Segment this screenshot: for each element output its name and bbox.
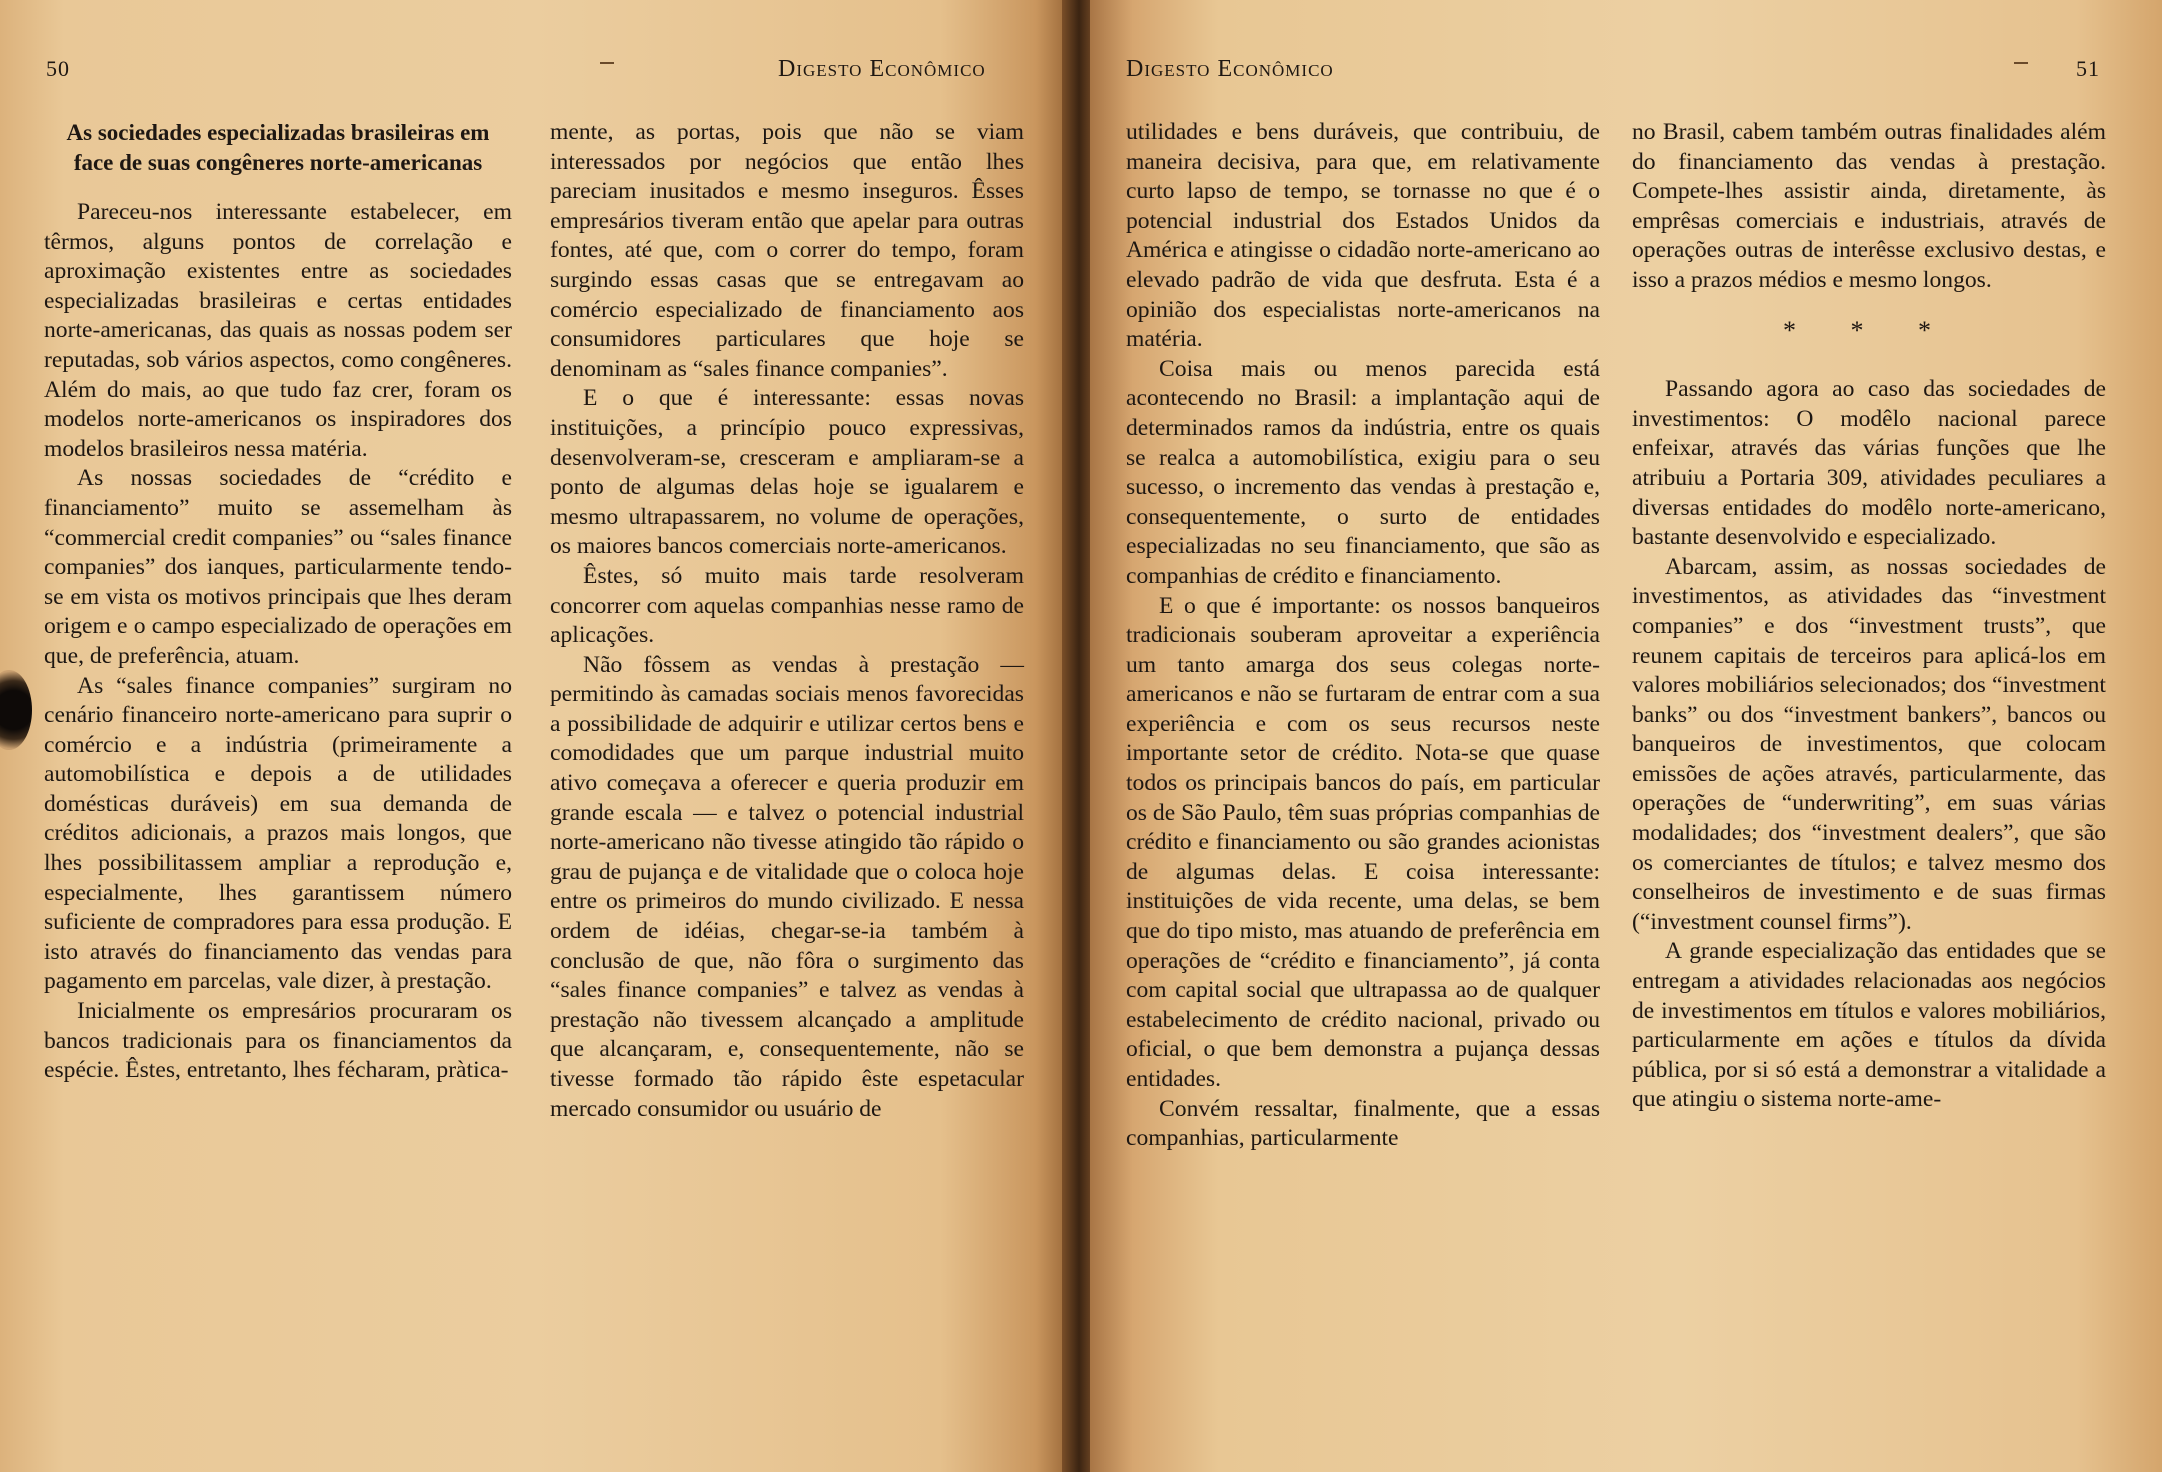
paragraph: E o que é importante: os nossos banqueiros tradicionais souberam aproveitar a experiência um tanto amarga dos seus colegas norte-americanos e não se furtaram de entrar com a sua experiência e com os seus recursos neste importante setor de crédito. Nota-se que quase todos os principais bancos do país, em particular os de São Paulo, têm suas próprias companhias de crédito e financiamento ou são grandes acionistas de algumas delas. E coisa interessante: instituições de vida recente, uma delas, se bem que do tipo misto, mas atuando de preferência em operações de “crédito e financiamento”, já conta com capital social que ultrapassa ao de qualquer estabelecimento de crédito nacional, privado ou oficial, o que bem demonstra a pujança dessas entidades. — [1126, 592, 1600, 1092]
right-page-number: 51 — [2076, 56, 2100, 81]
right-page — [1090, 0, 2162, 1472]
left-running-head: Digesto Econômico — [778, 56, 986, 82]
binding-hole — [0, 670, 32, 750]
paragraph: Êstes, só muito mais tarde resolveram concorrer com aquelas companhias nesse ramo de aplicações. — [550, 562, 1024, 649]
paragraph: mente, as portas, pois que não se viam interessados por negócios que então lhes pareciam inusitados e mesmo inseguros. Êsses empresários tiveram então que apelar para outras fontes, até que, com o correr do tempo, foram surgindo essas casas que se entregavam ao comércio especializado de financiamento aos consumidores particulares que hoje se denominam as “sales finance companies”. — [550, 119, 1024, 382]
header-mark — [2014, 62, 2028, 64]
paragraph: Passando agora ao caso das sociedades de investimentos: O modêlo nacional parece enfeixar, através das várias funções que lhe atribuiu a Portaria 309, atividades peculiares a diversas entidades do modêlo norte-americano, bastante desenvolvido e especializado. — [1632, 376, 2106, 551]
paragraph: Coisa mais ou menos parecida está acontecendo no Brasil: a implantação aqui de determinados ramos da indústria, entre os quais se realca a automobilística, exigiu para o seu sucesso, o incremento das vendas à prestação e, consequentemente, o surto de entidades especializadas no seu financiamento, que são as companhias de crédito e financiamento. — [1126, 355, 1600, 589]
paragraph: Convém ressaltar, finalmente, que a essas companhias, particularmente — [1126, 1095, 1600, 1152]
paragraph: As “sales finance companies” surgiram no cenário financeiro norte-americano para suprir o comércio e a indústria (primeiramente a automobilística e depois a de utilidades domésticas duráveis) em sua demanda de créditos adicionais, a prazos mais longos, que lhes possibilitassem ampliar a reprodução e, especialmente, lhes garantissem número suficiente de compradores para essa produção. E isto através do financiamento das vendas para pagamento em parcelas, vale dizer, à prestação. — [44, 672, 512, 995]
section-divider-stars: * * * — [1783, 315, 1955, 345]
left-column-2 — [550, 118, 1024, 1124]
paragraph: utilidades e bens duráveis, que contribuiu, de maneira decisiva, para que, em relativamente curto lapso de tempo, se tornasse no que é o potencial industrial dos Estados Unidos da América e atingisse o cidadão norte-americano ao elevado padrão de vida que desfruta. Esta é a opinião dos especialistas norte-americanos na matéria. — [1126, 119, 1600, 353]
paragraph: Pareceu-nos interessante estabelecer, em têrmos, alguns pontos de correlação e aproximação existentes entre as sociedades especializadas brasileiras e certas entidades norte-americanas, das quais as nossas podem ser reputadas, sob vários aspectos, como congêneres. Além do mais, ao que tudo faz crer, foram os modelos norte-americanos os inspiradores dos modelos brasileiros nessa matéria. — [44, 199, 512, 462]
left-page-number: 50 — [46, 56, 70, 81]
paragraph: Inicialmente os empresários procuraram os bancos tradicionais para os financiamentos da espécie. Êstes, entretanto, lhes fécharam, pràtica- — [44, 998, 512, 1084]
right-column-2 — [1632, 118, 2106, 1115]
header-mark — [600, 62, 614, 64]
paragraph: Não fôssem as vendas à prestação — permitindo às camadas sociais menos favorecidas a possibilidade de adquirir e utilizar certos bens e comodidades que um parque industrial muito ativo começava a oferecer e queria produzir em grande escala — e talvez o potencial industrial norte-americano não tivesse atingido tão rápido o grau de pujança e de vitalidade que o coloca hoje entre os primeiros do mundo civilizado. E nessa ordem de idéias, chegar-se-ia também à conclusão de que, não fôra o surgimento das “sales finance companies” e talvez as vendas à prestação não tivessem alcançado a amplitude que alcançaram, e, consequentemente, não se tivesse formado tão rápido êste espetacular mercado consumidor ou usuário de — [550, 651, 1024, 1122]
left-column-1 — [44, 118, 512, 1086]
right-running-head: Digesto Econômico — [1126, 56, 1334, 82]
paragraph: no Brasil, cabem também outras finalidades além do financiamento das vendas à prestação. Compete-lhes assistir ainda, diretamente, às emprêsas comerciais e industriais, através de operações outras de interêsse exclusivo destas, e isso a prazos médios e mesmo longos. — [1632, 119, 2106, 293]
paragraph: As nossas sociedades de “crédito e financiamento” muito se assemelham às “commercial credit companies” ou “sales finance companies” dos ianques, particularmente tendo-se em vista os motivos principais que lhes deram origem e o campo especializado de operações em que, de preferência, atuam. — [44, 465, 512, 669]
left-page — [0, 0, 1068, 1472]
paragraph: Abarcam, assim, as nossas sociedades de investimentos, as atividades das “investment companies” e dos “investment trusts”, que reunem capitais de terceiros para aplicá-los em valores mobiliários selecionados; dos “investment banks” ou dos “investment bankers”, bancos ou banqueiros de investimentos, que colocam emissões de ações através, particularmente, das operações de “underwriting”, em suas várias modalidades; dos “investment dealers”, que são os comerciantes de títulos; e talvez mesmo dos conselheiros de investimento e de suas firmas (“investment counsel firms”). — [1632, 553, 2106, 935]
paragraph: E o que é interessante: essas novas instituições, a princípio pouco expressivas, desenvolveram-se, cresceram e ampliaram-se a ponto de algumas delas hoje se igualarem e mesmo ultrapassarem, no volume de operações, os maiores bancos comerciais norte-americanos. — [550, 385, 1024, 560]
right-column-1 — [1126, 118, 1600, 1154]
paragraph: A grande especialização das entidades que se entregam a atividades relacionadas aos negócios de investimentos em títulos e valores mobiliários, particularmente em ações e títulos da dívida pública, por si só está a demonstrar a vitalidade a que atingiu o sistema norte-ame- — [1632, 938, 2106, 1113]
article-title: As sociedades especializadas brasileiras em face de suas congêneres norte-americanas — [66, 120, 490, 175]
